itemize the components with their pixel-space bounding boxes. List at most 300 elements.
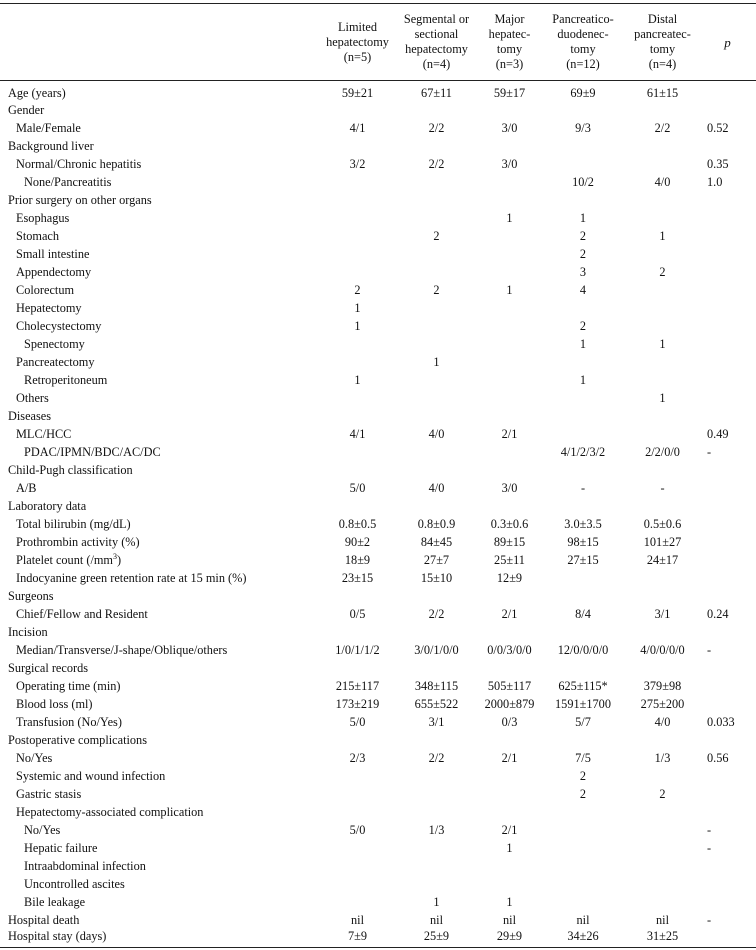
row-value-col-5: 275±200	[640, 696, 685, 711]
row-value-col-4	[540, 425, 626, 443]
row-p-value: 0.56	[707, 750, 729, 765]
row-label-text: Male/Female	[16, 120, 81, 135]
table-row	[0, 245, 756, 263]
row-value-col-5: nil	[656, 912, 669, 927]
row-p-value	[699, 623, 756, 641]
row-value-col-2: 2/2	[428, 156, 445, 171]
header-line: pancreatec-	[634, 27, 691, 41]
row-label-text: Uncontrolled ascites	[24, 876, 125, 891]
row-value-col-1	[321, 137, 394, 155]
table-row	[0, 659, 756, 677]
row-value-col-2	[394, 875, 479, 893]
row-p-value	[699, 767, 756, 785]
row-value-col-2: 84±45	[420, 534, 453, 549]
header-row	[0, 4, 756, 81]
row-value-col-5	[626, 623, 699, 641]
row-value-col-3: 2000±879	[484, 696, 535, 711]
row-value-col-2	[394, 371, 479, 389]
row-p-value	[699, 497, 756, 515]
row-value-col-4: 2	[579, 228, 587, 243]
row-value-col-3	[479, 371, 540, 389]
row-value-col-5: 61±15	[646, 86, 679, 100]
row-value-col-1	[321, 893, 394, 911]
row-label-text: Colorectum	[16, 282, 75, 297]
row-label	[0, 695, 321, 713]
row-value-col-2: 655±522	[414, 696, 459, 711]
table-row	[0, 875, 756, 893]
header-p-value: p	[699, 4, 756, 81]
table-header	[0, 4, 756, 81]
row-value-col-4	[540, 659, 626, 677]
row-value-col-1: 5/0	[349, 714, 366, 729]
row-p-value	[699, 893, 756, 911]
row-value-col-5	[626, 209, 699, 227]
row-label	[0, 81, 321, 102]
header-line: duodenec-	[557, 27, 609, 41]
header-line: hepatectomy	[326, 34, 389, 49]
row-value-col-4: 2	[579, 768, 587, 783]
row-value-col-5	[626, 803, 699, 821]
row-label	[0, 731, 321, 749]
row-label-text: Appendectomy	[16, 264, 92, 279]
row-label	[0, 497, 321, 515]
row-value-col-3	[479, 317, 540, 335]
row-value-col-5	[626, 569, 699, 587]
row-value-col-3	[479, 623, 540, 641]
row-value-col-2	[394, 839, 479, 857]
row-value-col-3	[479, 407, 540, 425]
row-label-text: Bile leakage	[24, 894, 86, 909]
row-value-col-4: 2	[579, 318, 587, 333]
table-row	[0, 173, 756, 191]
row-value-col-3: 3/0	[501, 120, 518, 135]
row-label-text: Chief/Fellow and Resident	[16, 606, 148, 621]
row-p-value: 0.24	[707, 606, 729, 621]
row-label-text: Operating time (min)	[16, 678, 121, 693]
table-row	[0, 443, 756, 461]
row-value-col-5: 2/2	[654, 120, 671, 135]
row-value-col-4	[540, 101, 626, 119]
row-value-col-1: 1	[354, 318, 361, 333]
row-value-col-4	[540, 299, 626, 317]
row-p-value	[699, 569, 756, 587]
row-p-value	[699, 551, 756, 569]
row-p-value	[699, 317, 756, 335]
row-p-value: 0.033	[707, 714, 735, 729]
table-row	[0, 929, 756, 947]
row-label	[0, 911, 321, 929]
header-col-1	[321, 4, 394, 81]
row-value-col-1: 59±21	[341, 86, 374, 100]
row-p-value	[699, 659, 756, 677]
row-label	[0, 893, 321, 911]
row-label	[0, 425, 321, 443]
row-label	[0, 479, 321, 497]
table-row	[0, 713, 756, 731]
row-value-col-2	[394, 317, 479, 335]
row-value-col-3: 0/0/3/0/0	[487, 642, 532, 657]
row-value-col-3	[479, 803, 540, 821]
row-value-col-1: nil	[351, 912, 364, 927]
row-label-text: Hospital stay (days)	[8, 929, 107, 944]
row-p-value	[699, 371, 756, 389]
row-p-value	[699, 929, 756, 947]
table-row	[0, 677, 756, 695]
row-value-col-5	[626, 353, 699, 371]
row-value-col-2	[394, 263, 479, 281]
row-label	[0, 101, 321, 119]
row-value-col-5	[626, 407, 699, 425]
row-p-value	[699, 263, 756, 281]
row-value-col-5: 0.5±0.6	[643, 516, 682, 531]
table-row	[0, 191, 756, 209]
row-value-col-4: 1	[579, 372, 587, 387]
row-value-col-5	[626, 245, 699, 263]
row-value-col-2	[394, 443, 479, 461]
row-value-col-1	[321, 389, 394, 407]
row-value-col-1	[321, 497, 394, 515]
table-row	[0, 81, 756, 102]
row-value-col-4: 5/7	[575, 714, 591, 729]
row-p-value	[699, 389, 756, 407]
row-value-col-4	[540, 857, 626, 875]
row-value-col-2: 1/3	[428, 822, 445, 837]
row-value-col-3	[479, 299, 540, 317]
row-value-col-3	[479, 353, 540, 371]
row-value-col-5: 2	[659, 264, 666, 279]
table-row	[0, 695, 756, 713]
row-value-col-1	[321, 875, 394, 893]
row-label-text: Intraabdominal infection	[24, 858, 146, 873]
header-empty-cell	[0, 4, 321, 81]
row-label-text: Laboratory data	[8, 498, 87, 513]
table-row	[0, 785, 756, 803]
row-p-value	[699, 353, 756, 371]
row-label	[0, 245, 321, 263]
table-row	[0, 461, 756, 479]
row-value-col-4: nil	[576, 912, 590, 927]
header-line: (n=12)	[566, 57, 600, 71]
row-value-col-1	[321, 407, 394, 425]
header-line: tomy	[570, 42, 596, 56]
row-value-col-3: 29±9	[479, 929, 540, 947]
row-value-col-2	[394, 101, 479, 119]
row-label-text: Blood loss (ml)	[16, 696, 93, 711]
row-label	[0, 533, 321, 551]
row-value-col-1	[321, 101, 394, 119]
row-value-col-4: 3.0±3.5	[564, 516, 602, 531]
header-col-2	[394, 4, 479, 81]
row-value-col-4	[540, 407, 626, 425]
row-label	[0, 119, 321, 137]
row-value-col-3: 3/0	[501, 480, 518, 495]
header-col-4	[540, 4, 626, 81]
row-label	[0, 137, 321, 155]
row-label	[0, 929, 321, 947]
table-row	[0, 731, 756, 749]
row-value-col-1: 2	[354, 282, 361, 297]
row-value-col-1: 1	[354, 372, 361, 387]
row-value-col-3: 89±15	[493, 534, 526, 549]
row-value-col-3: 59±17	[493, 86, 526, 100]
row-value-col-1	[321, 227, 394, 245]
row-label-text: Age (years)	[8, 86, 66, 100]
row-value-col-4: 27±15	[567, 552, 599, 567]
row-value-col-5: 4/0/0/0/0	[640, 642, 685, 657]
row-value-col-2: 4/0	[428, 480, 445, 495]
row-label	[0, 443, 321, 461]
comparison-table	[0, 3, 756, 948]
row-p-value: 0.52	[707, 120, 729, 135]
row-value-col-1	[321, 209, 394, 227]
row-label-text: Systemic and wound infection	[16, 768, 166, 783]
table-row	[0, 389, 756, 407]
row-value-col-5	[626, 497, 699, 515]
row-label	[0, 605, 321, 623]
table-row	[0, 821, 756, 839]
row-value-col-2	[394, 209, 479, 227]
row-value-col-5	[626, 101, 699, 119]
row-value-col-1	[321, 767, 394, 785]
row-label	[0, 569, 321, 587]
row-value-col-5: 1	[659, 336, 666, 351]
header-line: (n=5)	[343, 49, 372, 64]
table-row	[0, 335, 756, 353]
row-label-text: Stomach	[16, 228, 60, 243]
row-label-text: Hospital death	[8, 912, 80, 927]
row-p-value	[699, 137, 756, 155]
row-value-col-3: 2/1	[501, 606, 518, 621]
row-value-col-5	[626, 731, 699, 749]
row-value-col-3	[479, 785, 540, 803]
row-value-col-1: 5/0	[349, 822, 366, 837]
row-value-col-5	[626, 371, 699, 389]
row-label-text: Child-Pugh classification	[8, 462, 133, 477]
row-label	[0, 209, 321, 227]
row-value-col-5: 2	[659, 786, 666, 801]
row-value-col-5	[626, 425, 699, 443]
row-label	[0, 389, 321, 407]
row-label-text: Postoperative complications	[8, 732, 147, 747]
row-p-value: -	[707, 912, 712, 927]
row-value-col-5	[626, 281, 699, 299]
row-value-col-3	[479, 173, 540, 191]
row-value-col-3	[479, 137, 540, 155]
row-value-col-1: 1	[354, 300, 361, 315]
row-label	[0, 749, 321, 767]
row-label-text: A/B	[16, 480, 37, 495]
row-label-text: Esophagus	[16, 210, 70, 225]
header-line: Pancreatico-	[552, 12, 614, 26]
row-value-col-5	[626, 857, 699, 875]
header-line: (n=4)	[422, 57, 451, 71]
header-line: Major	[494, 12, 525, 26]
row-value-col-5: 379±98	[643, 678, 682, 693]
row-value-col-3: 2/1	[501, 750, 518, 765]
row-label-text: Diseases	[8, 408, 52, 423]
row-value-col-2: 0.8±0.9	[417, 516, 456, 531]
row-value-col-2	[394, 191, 479, 209]
row-value-col-3: 0/3	[501, 714, 518, 729]
row-value-col-4	[540, 155, 626, 173]
row-value-col-4	[540, 137, 626, 155]
table-row	[0, 497, 756, 515]
row-value-col-1: 0/5	[349, 606, 366, 621]
row-value-col-4: 7/5	[575, 750, 591, 765]
table-row	[0, 893, 756, 911]
row-value-col-4	[540, 389, 626, 407]
header-line: (n=3)	[495, 57, 524, 71]
row-label	[0, 173, 321, 191]
header-line: sectional	[414, 27, 459, 41]
row-value-col-2: 27±7	[423, 552, 450, 567]
row-label	[0, 857, 321, 875]
row-value-col-3	[479, 227, 540, 245]
row-value-col-2	[394, 803, 479, 821]
table-row	[0, 281, 756, 299]
row-p-value	[699, 587, 756, 605]
row-value-col-5: 4/0	[654, 174, 671, 189]
row-value-col-1	[321, 857, 394, 875]
row-value-col-4: 625±115*	[558, 678, 608, 693]
table-row	[0, 119, 756, 137]
row-value-col-3: 1	[506, 210, 513, 225]
row-value-col-2: 1	[433, 894, 440, 909]
row-label-text: Prothrombin activity (%)	[16, 534, 140, 549]
row-label	[0, 263, 321, 281]
row-value-col-3	[479, 857, 540, 875]
row-value-col-5: 2/2/0/0	[645, 444, 680, 459]
row-value-col-2	[394, 623, 479, 641]
row-label-text: Incision	[8, 624, 48, 639]
row-value-col-1: 2/3	[349, 750, 366, 765]
row-value-col-4	[540, 731, 626, 749]
row-p-value	[699, 461, 756, 479]
row-value-col-4: 1	[579, 210, 587, 225]
row-value-col-4	[540, 803, 626, 821]
row-label	[0, 623, 321, 641]
row-label	[0, 839, 321, 857]
table-row	[0, 317, 756, 335]
row-label	[0, 227, 321, 245]
header-line: (n=4)	[648, 57, 677, 71]
row-label	[0, 371, 321, 389]
row-value-col-2	[394, 857, 479, 875]
row-label	[0, 317, 321, 335]
row-p-value	[699, 875, 756, 893]
row-p-value: -	[707, 642, 712, 657]
header-line: hepatectomy	[405, 42, 468, 56]
row-value-col-4	[540, 893, 626, 911]
row-value-col-1	[321, 623, 394, 641]
table-row	[0, 371, 756, 389]
row-value-col-3: nil	[503, 912, 516, 927]
row-p-value	[699, 677, 756, 695]
row-label	[0, 803, 321, 821]
table-row	[0, 227, 756, 245]
row-label-text: Others	[16, 390, 49, 405]
header-line: hepatec-	[488, 27, 531, 41]
row-value-col-2	[394, 245, 479, 263]
row-value-col-4: 12/0/0/0/0	[557, 642, 609, 657]
table-row	[0, 407, 756, 425]
row-value-col-3	[479, 335, 540, 353]
row-label-text: Hepatectomy-associated complication	[16, 804, 204, 819]
row-p-value	[699, 407, 756, 425]
row-value-col-5: 24±17	[646, 552, 679, 567]
row-value-col-3: 505±117	[487, 678, 532, 693]
row-p-value	[699, 695, 756, 713]
row-value-col-5: 1/3	[654, 750, 671, 765]
row-value-col-4	[540, 839, 626, 857]
row-p-value: -	[707, 840, 712, 855]
header-line: tomy	[496, 42, 523, 56]
row-label-text: Median/Transverse/J-shape/Oblique/others	[16, 642, 228, 657]
row-p-value	[699, 281, 756, 299]
row-label-text: Gastric stasis	[16, 786, 82, 801]
row-value-col-2	[394, 335, 479, 353]
row-value-col-4: 98±15	[567, 534, 599, 549]
table-row	[0, 209, 756, 227]
row-value-col-3: 3/0	[501, 156, 518, 171]
row-value-col-5: 4/0	[654, 714, 671, 729]
row-value-col-2	[394, 389, 479, 407]
row-value-col-1: 3/2	[349, 156, 366, 171]
row-value-col-3	[479, 191, 540, 209]
row-value-col-1: 1/0/1/1/2	[335, 642, 380, 657]
row-value-col-1	[321, 461, 394, 479]
row-label	[0, 155, 321, 173]
row-value-col-5	[626, 137, 699, 155]
row-value-col-1: 7±9	[321, 929, 394, 947]
row-value-col-3	[479, 731, 540, 749]
table-row	[0, 551, 756, 569]
row-value-col-3	[479, 263, 540, 281]
row-value-col-2: 2/2	[428, 606, 445, 621]
row-label	[0, 551, 321, 569]
row-p-value	[699, 81, 756, 102]
row-p-value	[699, 101, 756, 119]
row-value-col-2	[394, 461, 479, 479]
row-p-value	[699, 245, 756, 263]
table-row	[0, 767, 756, 785]
row-value-col-5	[626, 659, 699, 677]
row-p-value: 1.0	[707, 174, 723, 189]
row-value-col-5: 3/1	[654, 606, 671, 621]
row-value-col-1: 215±117	[335, 678, 380, 693]
row-value-col-3: 25±11	[494, 552, 525, 567]
row-value-col-4	[540, 623, 626, 641]
row-value-col-2: nil	[430, 912, 443, 927]
table-row	[0, 641, 756, 659]
row-label-text: Cholecystectomy	[16, 318, 102, 333]
row-value-col-4: 8/4	[575, 606, 591, 621]
row-p-value: 0.35	[707, 156, 729, 171]
row-value-col-1: 173±219	[335, 696, 380, 711]
row-value-col-4: 2	[579, 246, 587, 261]
row-label-text: None/Pancreatitis	[24, 174, 112, 189]
table-row	[0, 515, 756, 533]
row-value-col-2: 4/0	[428, 426, 445, 441]
row-value-col-2	[394, 587, 479, 605]
row-value-col-2: 2/2	[428, 750, 445, 765]
row-value-col-2	[394, 137, 479, 155]
row-value-col-2	[394, 767, 479, 785]
row-label	[0, 785, 321, 803]
header-col-3	[479, 4, 540, 81]
row-label-text: Hepatic failure	[24, 840, 98, 855]
row-label-suffix: )	[117, 552, 122, 567]
